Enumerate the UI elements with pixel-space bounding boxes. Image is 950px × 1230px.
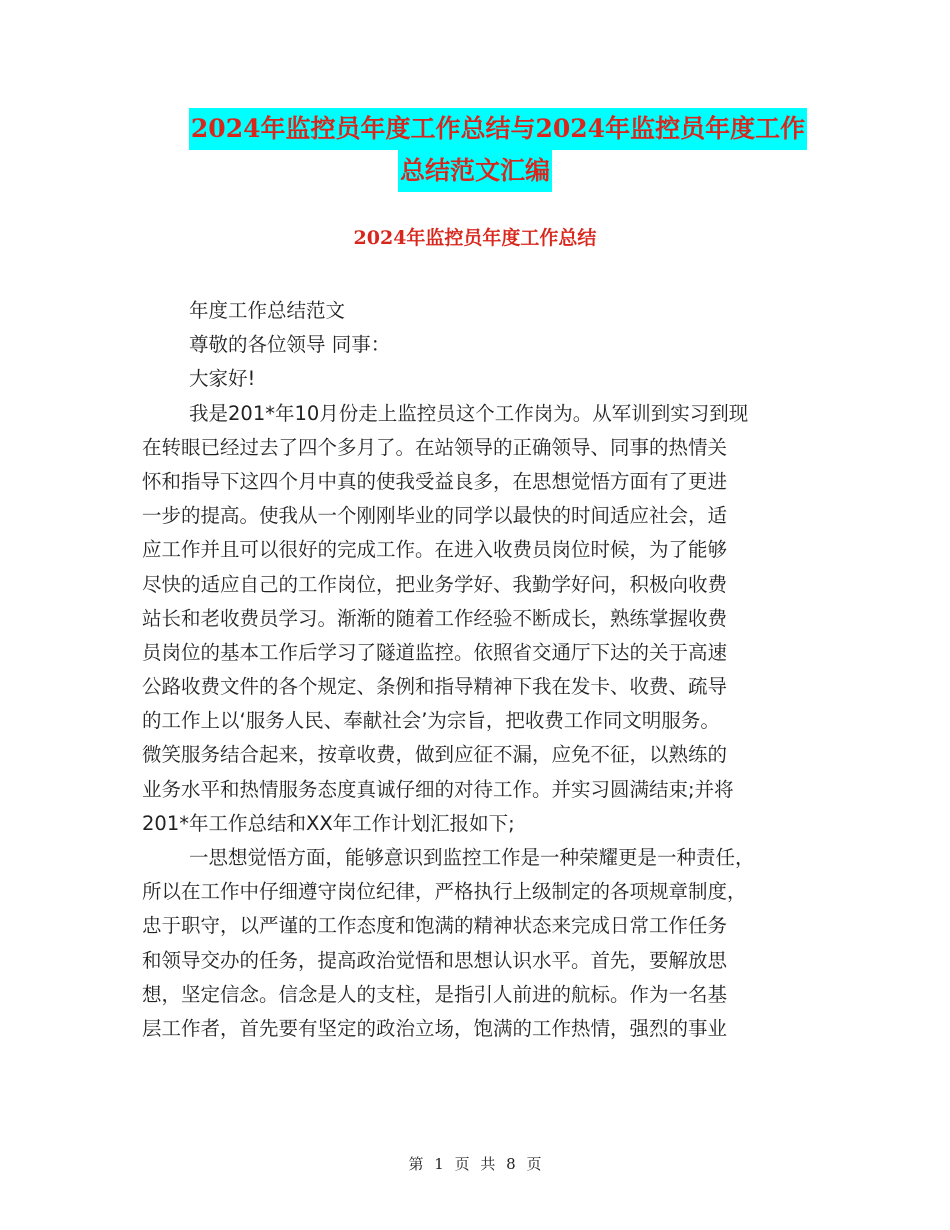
text-line: 应工作并且可以很好的完成工作。在进入收费员岗位时候，为了能够: [142, 538, 728, 562]
text-line: 尽快的适应自己的工作岗位，把业务学好、我勤学好问，积极向收费: [142, 572, 728, 596]
title-line-1: 2024年监控员年度工作总结与2024年监控员年度工作: [189, 108, 807, 150]
text-line: 所以在工作中仔细遵守岗位纪律，严格执行上级制定的各项规章制度，: [142, 880, 747, 904]
text-line: 忠于职守，以严谨的工作态度和饱满的精神状态来完成日常工作任务: [142, 914, 728, 938]
text-line: 年度工作总结范文: [189, 299, 346, 322]
title-line-2: 总结范文汇编: [398, 150, 552, 192]
text-line: 尊敬的各位领导 同事：: [189, 333, 391, 357]
text-line: 公路收费文件的各个规定、条例和指导精神下我在发卡、收费、疏导: [142, 675, 728, 699]
page-number-footer: 第 1 页 共 8 页: [408, 1155, 542, 1173]
text-line: 在转眼已经过去了四个多月了。在站领导的正确领导、同事的热情关: [142, 435, 728, 459]
text-line: 员岗位的基本工作后学习了隧道监控。依照省交通厅下达的关于高速: [142, 640, 728, 664]
text-line: 大家好!: [189, 367, 256, 391]
text-line: 我是201*年10月份走上监控员这个工作岗为。从军训到实习到现: [189, 401, 749, 425]
text-line: 层工作者，首先要有坚定的政治立场，饱满的工作热情，强烈的事业: [142, 1016, 728, 1040]
text-line: 201*年工作总结和XX年工作计划汇报如下;: [142, 811, 515, 835]
document-title: [0, 108, 950, 192]
text-line: 一思想觉悟方面，能够意识到监控工作是一种荣耀更是一种责任，: [189, 846, 755, 869]
document-body: [142, 294, 822, 1046]
text-line: 和领导交办的任务，提高政治觉悟和思想认识水平。首先，要解放思: [142, 948, 728, 972]
text-line: 微笑服务结合起来，按章收费，做到应征不漏，应免不征，以熟练的: [142, 743, 728, 767]
section-heading: 2024年监控员年度工作总结: [353, 227, 597, 249]
text-line: 怀和指导下这四个月中真的使我受益良多，在思想觉悟方面有了更进: [142, 469, 728, 493]
text-line: 一步的提高。使我从一个刚刚毕业的同学以最快的时间适应社会，适: [142, 504, 728, 528]
text-line: 站长和老收费员学习。渐渐的随着工作经验不断成长，熟练掌握收费: [142, 606, 728, 630]
text-line: 的工作上以‘服务人民、奉献社会’为宗旨，把收费工作同文明服务。: [142, 709, 720, 733]
text-line: 业务水平和热情服务态度真诚仔细的对待工作。并实习圆满结束;并将: [142, 777, 734, 801]
text-line: 想，坚定信念。信念是人的支柱，是指引人前进的航标。作为一名基: [142, 982, 728, 1006]
